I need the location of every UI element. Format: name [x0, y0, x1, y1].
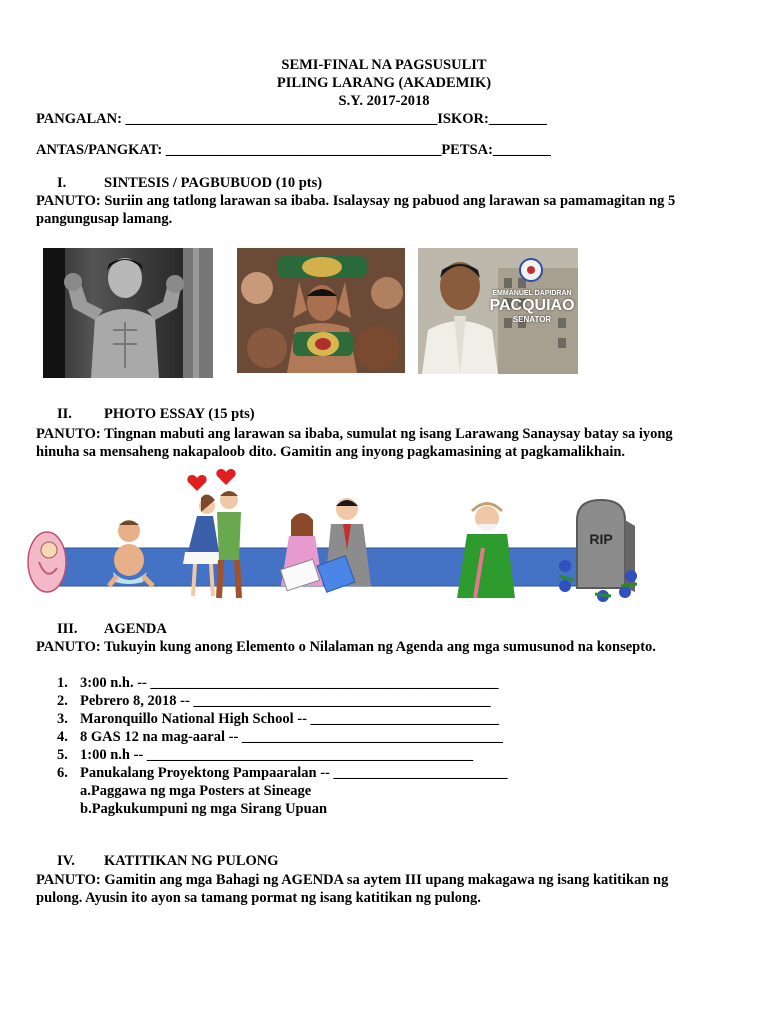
- list-item-text: 1:00 n.h -- _____________________________________________: [80, 747, 474, 763]
- senator-surname: PACQUIAO: [489, 297, 575, 314]
- senator-fullname: EMMANUEL DAPIDRAN: [492, 290, 572, 297]
- adults-icon: [280, 498, 371, 592]
- section2-instruction-cont: hinuha sa mensaheng nakapaloob dito. Gamitin ang inyong pagkamasining at pagkamalikhain.: [36, 444, 626, 460]
- boxer-young-photo: [43, 248, 213, 378]
- section3-title: AGENDA: [104, 621, 167, 637]
- section1-title: SINTESIS / PAGBUBUOD (10 pts): [104, 175, 323, 191]
- boxer-young-figure: [43, 248, 213, 378]
- subject-title: PILING LARANG (AKADEMIK): [276, 75, 492, 91]
- sub-item-a: a.Paggawa ng mga Posters at Sineage: [80, 783, 312, 799]
- list-item-text: 8 GAS 12 na mag-aaral -- ____________________________________: [80, 729, 503, 745]
- list-item-text: 3:00 n.h. -- ________________________________________________: [80, 675, 499, 691]
- life-stages-illustration: [25, 468, 655, 613]
- senator-title: SENATOR: [512, 315, 552, 324]
- section4-title: KATITIKAN NG PULONG: [104, 853, 279, 869]
- list-item-text: Pebrero 8, 2018 -- _________________________________________: [80, 693, 491, 709]
- boxer-champion-photo: [237, 248, 405, 373]
- old-man-icon: [457, 502, 515, 598]
- fetus-icon: [28, 532, 66, 592]
- section4-instruction: PANUTO: Gamitin ang mga Bahagi ng AGENDA sa aytem III upang makagawa ng isang katitikan ng: [36, 872, 669, 888]
- boxer-champion-scene: [237, 248, 405, 373]
- list-item-number: 5.: [57, 747, 68, 763]
- list-item-number: 1.: [57, 675, 68, 691]
- section4-instruction-cont: pulong. Ayusin ito ayon sa tamang pormat ng isang katitikan ng pulong.: [36, 890, 481, 906]
- section2-title: PHOTO ESSAY (15 pts): [104, 406, 255, 422]
- section1-number: I.: [57, 175, 67, 191]
- list-item-number: 3.: [57, 711, 68, 727]
- list-item-number: 6.: [57, 765, 68, 781]
- school-year: S.Y. 2017-2018: [338, 93, 430, 109]
- exam-title: SEMI-FINAL NA PAGSUSULIT: [281, 57, 487, 73]
- name-score-line: PANGALAN: ___________________________________________ISKOR:________: [36, 111, 547, 127]
- list-item-number: 4.: [57, 729, 68, 745]
- section4-number: IV.: [57, 853, 75, 869]
- list-item-number: 2.: [57, 693, 68, 709]
- senator-photo: [418, 248, 578, 374]
- section3-instruction: PANUTO: Tukuyin kung anong Elemento o Nilalaman ng Agenda ang mga sumusunod na konsepto.: [36, 639, 656, 655]
- grade-date-line: ANTAS/PANGKAT: ______________________________________PETSA:________: [36, 142, 551, 158]
- list-item-text: Maronquillo National High School -- __________________________: [80, 711, 500, 727]
- sub-item-b: b.Pagkukumpuni ng mga Sirang Upuan: [80, 801, 328, 817]
- tombstone-text: RIP: [589, 531, 613, 547]
- section1-instruction-cont: pangungusap lamang.: [36, 211, 173, 227]
- section1-instruction: PANUTO: Suriin ang tatlong larawan sa ibaba. Isalaysay ng pabuod ang larawan sa pamamagitan ng 5: [36, 193, 676, 209]
- section2-instruction: PANUTO: Tingnan mabuti ang larawan sa ibaba, sumulat ng isang Larawang Sanaysay batay sa iyong: [36, 426, 673, 442]
- section2-number: II.: [57, 406, 72, 422]
- list-item-text: Panukalang Proyektong Pampaaralan -- ________________________: [80, 765, 508, 781]
- senator-caption: [486, 290, 578, 324]
- section3-number: III.: [57, 621, 78, 637]
